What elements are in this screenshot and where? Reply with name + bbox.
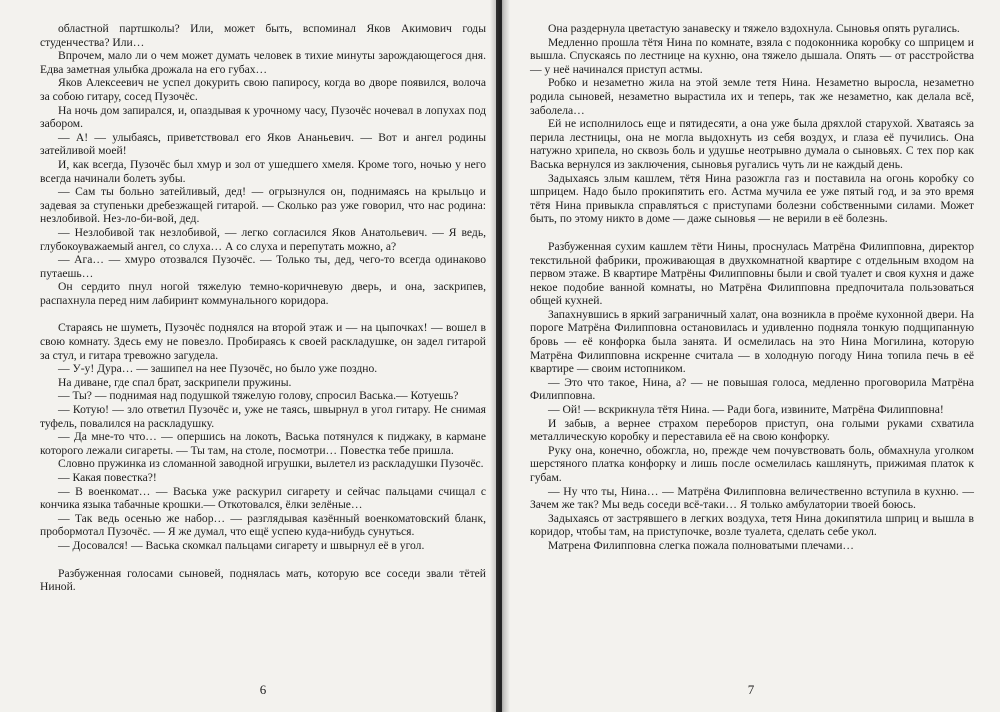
paragraph: Он сердито пнул ногой тяжелую темно-коричневую дверь, и она, заскрипев, распахнула перед ним лабиринт коммунального коридора. bbox=[40, 280, 486, 307]
paragraph: — Ты? — поднимая над подушкой тяжелую голову, спросил Васька.— Котуешь? bbox=[58, 389, 459, 403]
paragraph: Руку она, конечно, обожгла, но, прежде чем почувствовать боль, обмахнула уголком шерстяного платка конфорку и лишь после осмелилась кашлянуть, прижимая платок к губам. bbox=[530, 443, 974, 484]
paragraph: Ей не исполнилось еще и пятидесяти, а она уже была дряхлой старухой. Хватаясь за перила лестницы, она не могла выдохнуть из себя воздух, и глаза её пучились. Она натужно хрипела, но сквозь боль и удушье неотрывно думала о сыновьях. С тех пор как Васька вернулся из заключения, сыновья ругались чуть ли не каждый день. bbox=[530, 117, 974, 171]
paragraph: — Досовался! — Васька скомкал пальцами сигарету и швырнул её в угол. bbox=[58, 538, 425, 552]
paragraph: Запахнувшись в яркий заграничный халат, она возникла в проёме кухонной двери. На пороге Матрёна Филипповна остановилась и удивленно подняла тонкую подщипанную бровь — её конфорка была занята. И осмелилась на это Нина Могилина, которую Матрёна Филипповна искренне считала — в холодную погоду Нина топила печь в её квартире — своим истопником. bbox=[530, 307, 974, 376]
paragraph: — В военкомат… — Васька уже раскурил сигарету и сейчас пальцами счищал с кончика языка табачные крошки.— Откотовался, ёлки зелёные… bbox=[40, 484, 486, 512]
paragraph: Задыхаясь злым кашлем, тётя Нина разожгла газ и поставила на огонь коробку со шприцем. Надо было прокипятить его. Астма мучила ее уже пятый год, и за это время тётя Нина привыкла справляться с приступами болезни собственными силами. Может быть, по этому никто в доме — даже сыновья — не верили в её болезнь. bbox=[530, 171, 974, 226]
paragraph: Задыхаясь от застрявшего в легких воздуха, тетя Нина докипятила шприц и вышла в коридор, чтобы там, на приступочке, возле туалета, сделать себе укол. bbox=[530, 511, 974, 539]
paragraph: Словно пружинка из сломанной заводной игрушки, вылетел из раскладушки Пузочёс. bbox=[58, 457, 484, 471]
paragraph: И, как всегда, Пузочёс был хмур и зол от ушедшего хмеля. Кроме того, ночью у него всегда начинали болеть зубы. bbox=[40, 157, 486, 185]
left-page bbox=[0, 0, 496, 712]
paragraph: — Сам ты больно затейливый, дед! — огрызнулся он, поднимаясь на крыльцо и задевая за ступеньки дребезжащей гитарой. — Сколько раз уже говорил, что нас родина: незлобивой. Нез-ло-би-вой, дед. bbox=[40, 185, 486, 226]
paragraph: — Ну что ты, Нина… — Матрёна Филипповна величественно вступила в кухню. — Зачем же так? Мы ведь соседи всё-таки… Я только амбулатории твоей боюсь. bbox=[530, 484, 974, 512]
right-page-text bbox=[530, 22, 974, 553]
paragraph: На диване, где спал брат, заскрипели пружины. bbox=[58, 375, 292, 389]
paragraph: И забыв, а вернее страхом переборов приступ, она голыми руками схватила металлическую коробку и переставила её на свою конфорку. bbox=[530, 416, 974, 444]
paragraph: На ночь дом запирался, и, опаздывая к урочному часу, Пузочёс ночевал в лопухах под забором. bbox=[40, 103, 486, 131]
paragraph: Матрена Филипповна слегка пожала полноватыми плечами… bbox=[548, 538, 855, 552]
left-page-number: 6 bbox=[259, 682, 267, 697]
paragraph: Она раздернула цветастую занавеску и тяжело вздохнула. Сыновья опять ругались. bbox=[548, 22, 960, 35]
paragraph: — Ой! — вскрикнула тётя Нина. — Ради бога, извините, Матрёна Филипповна! bbox=[548, 403, 944, 417]
paragraph: — Ага… — хмуро отозвался Пузочёс. — Только ты, дед, чего-то всегда одинаково путаешь… bbox=[40, 253, 486, 280]
paragraph: — А! — улыбаясь, приветствовал его Яков Ананьевич. — Вот и ангел родины затейливой моей! bbox=[40, 130, 486, 158]
paragraph: — У-у! Дура… — зашипел на нее Пузочёс, но было уже поздно. bbox=[58, 362, 378, 376]
left-page-text bbox=[40, 22, 486, 594]
right-page-number: 7 bbox=[747, 682, 755, 697]
paragraph: — Так ведь осенью же набор… — разглядывая казённый военкоматовский бланк, пробормотал Пузочёс. — Я же думал, что ещё успею куда-нибудь сунуться. bbox=[40, 511, 486, 539]
right-page bbox=[502, 0, 1000, 712]
paragraph: Медленно прошла тётя Нина по комнате, взяла с подоконника коробку со шприцем и вышла. Спускаясь по лестнице на кухню, она тяжело дышала. Опять — от расстройства — у неё начинался приступ астмы. bbox=[530, 35, 974, 76]
paragraph: — Это что такое, Нина, а? — не повышая голоса, медленно проговорила Матрёна Филипповна. bbox=[530, 375, 974, 403]
paragraph: Стараясь не шуметь, Пузочёс поднялся на второй этаж и — на цыпочках! — вошел в свою комнату. Здесь ему не повезло. Пробираясь к своей раскладушке, он задел гитарой за стул, и гитара тревожно загудела. bbox=[40, 321, 486, 362]
paragraph: — Котую! — зло ответил Пузочёс и, уже не таясь, швырнул в угол гитару. Не снимая туфель, повалился на раскладушку. bbox=[40, 403, 486, 430]
paragraph: областной партшколы? Или, может быть, вспоминал Яков Акимович годы студенчества? Или… bbox=[40, 22, 486, 49]
paragraph: Впрочем, мало ли о чем может думать человек в тихие минуты зарождающегося дня. Едва заметная улыбка дрожала на его губах… bbox=[40, 49, 486, 76]
section-break bbox=[530, 226, 974, 240]
paragraph: — Какая повестка?! bbox=[58, 471, 157, 484]
paragraph: Робко и незаметно жила на этой земле тетя Нина. Незаметно выросла, незаметно родила сыновей, незаметно вырастила их и теперь, так же незаметно, как делала всё, заболела… bbox=[530, 76, 974, 117]
paragraph: Разбуженная сухим кашлем тёти Нины, проснулась Матрёна Филипповна, директор текстильной фабрики, проживающая в двухкомнатной квартире с отдельным входом на первом этаже. В квартире Матрёны Филипповны были и свой туалет и своя кухня и даже некое подобие ванной комнаты, но Матрёна Филипповна предпочитала пользоваться общей кухней. bbox=[530, 239, 974, 308]
paragraph: — Да мне-то что… — опершись на локоть, Васька потянулся к пиджаку, в кармане которого лежали сигареты. — Ты там, на столе, посмотри… Повестка тебе пришла. bbox=[40, 430, 486, 457]
paragraph: — Незлобивой так незлобивой, — легко согласился Яков Анатольевич. — Я ведь, глубокоуважаемый ангел, со слуха… А со слуха и перепутать можно, а? bbox=[40, 225, 486, 253]
section-break bbox=[40, 307, 486, 321]
paragraph: Яков Алексеевич не успел докурить свою папиросу, когда во дворе появился, волоча за собою гитару, сосед Пузочёс. bbox=[40, 76, 486, 103]
paragraph: Разбуженная голосами сыновей, поднялась мать, которую все соседи звали тётей Ниной. bbox=[40, 566, 486, 594]
section-break bbox=[40, 553, 486, 567]
